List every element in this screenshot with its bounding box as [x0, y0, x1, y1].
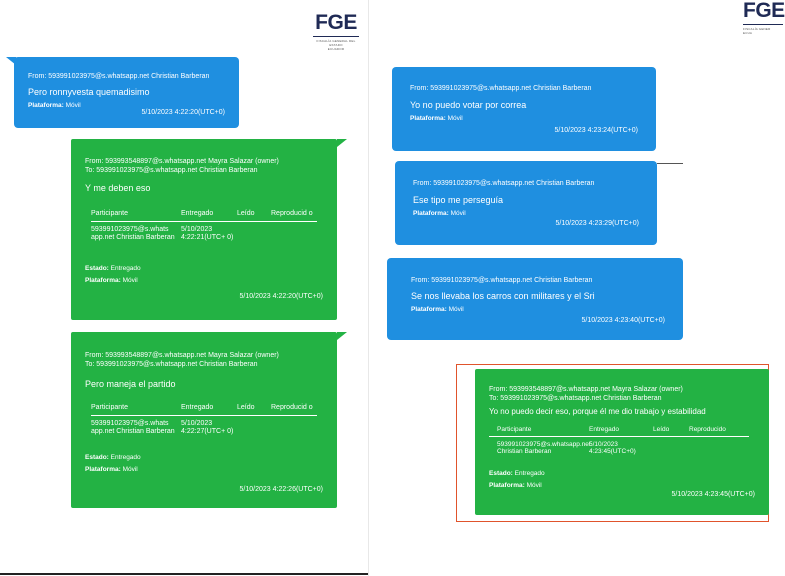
message-timestamp: 5/10/2023 4:23:24(UTC+0) [554, 127, 638, 134]
message-bubble-received [392, 67, 656, 151]
message-text: Se nos llevaba los carros con militares y el Sri [411, 291, 595, 301]
page-bottom-rule [0, 573, 368, 575]
col-entregado: Entregado [589, 426, 653, 437]
delivery-table [489, 426, 749, 455]
message-bubble-received [395, 161, 657, 245]
message-text: Yo no puedo decir eso, porque él me dio trabajo y estabilidad [489, 407, 706, 416]
col-participante: Participante [91, 210, 181, 222]
message-timestamp: 5/10/2023 4:23:45(UTC+0) [671, 491, 755, 498]
message-timestamp: 5/10/2023 4:23:29(UTC+0) [555, 220, 639, 227]
fge-logo [313, 12, 359, 51]
delivery-table [91, 404, 317, 436]
participant-value: 593991023975@s.whatsapp.net Christian Barberan [497, 441, 591, 455]
col-reproducido: Reproducido [689, 426, 749, 437]
message-text: Pero ronnyvesta quemadisimo [28, 87, 150, 97]
fge-logo-mark: FGE [315, 11, 357, 34]
message-status: Estado: Entregado [85, 454, 141, 461]
divider-line [657, 163, 683, 164]
message-text: Ese tipo me perseguía [413, 195, 504, 205]
bubble-tail [337, 139, 347, 147]
col-reproducido: Reproducid o [271, 404, 317, 416]
message-bubble-sent [475, 369, 769, 515]
message-recipient: To: 593991023975@s.whatsapp.net Christian Barberan [489, 395, 662, 402]
participant-value: 593991023975@s.whats app.net Christian Barberan [91, 226, 175, 241]
col-participante: Participante [91, 404, 181, 416]
message-timestamp: 5/10/2023 4:23:40(UTC+0) [581, 317, 665, 324]
message-platform: Plataforma: Móvil [489, 482, 542, 489]
col-reproducido: Reproducid o [271, 210, 317, 222]
fge-logo [743, 0, 783, 35]
message-sender: From: 593991023975@s.whatsapp.net Christian Barberan [28, 73, 210, 80]
message-bubble-received [14, 57, 239, 128]
message-sender: From: 593991023975@s.whatsapp.net Christian Barberan [410, 85, 592, 92]
message-sender: From: 593993548897@s.whatsapp.net Mayra Salazar (owner) [85, 158, 279, 165]
message-platform: Plataforma: Móvil [410, 115, 463, 122]
message-timestamp: 5/10/2023 4:22:26(UTC+0) [239, 486, 323, 493]
message-text: Yo no puedo votar por correa [410, 100, 527, 110]
col-participante: Participante [489, 426, 589, 437]
delivery-table [91, 210, 317, 242]
message-platform: Plataforma: Móvil [28, 102, 81, 109]
delivered-value: 5/10/2023 4:23:45(UTC+0) [589, 441, 636, 455]
document-page-right [368, 0, 785, 576]
message-platform: Plataforma: Móvil [413, 210, 466, 217]
message-status: Estado: Entregado [85, 265, 141, 272]
message-status: Estado: Entregado [489, 470, 545, 477]
fge-logo-mark: FGE [743, 0, 785, 22]
col-entregado: Entregado [181, 210, 237, 222]
message-sender: From: 593993548897@s.whatsapp.net Mayra Salazar (owner) [489, 386, 683, 393]
message-sender: From: 593991023975@s.whatsapp.net Christian Barberan [411, 277, 593, 284]
message-platform: Plataforma: Móvil [85, 277, 138, 284]
fge-logo-country: ECUADOR [327, 47, 345, 51]
message-bubble-sent [71, 139, 337, 320]
participant-value: 593991023975@s.whats app.net Christian Barberan [91, 420, 175, 435]
fge-logo-country: ECUA [743, 31, 753, 35]
message-timestamp: 5/10/2023 4:22:20(UTC+0) [141, 109, 225, 116]
message-recipient: To: 593991023975@s.whatsapp.net Christian Barberan [85, 361, 258, 368]
bubble-tail [337, 332, 347, 340]
fge-logo-subtitle: FISCALÍA GENERAL DEL ESTADO [316, 39, 356, 47]
message-bubble-sent [71, 332, 337, 508]
message-sender: From: 593991023975@s.whatsapp.net Christian Barberan [413, 180, 595, 187]
message-sender: From: 593993548897@s.whatsapp.net Mayra Salazar (owner) [85, 352, 279, 359]
message-text: Pero maneja el partido [85, 379, 176, 389]
delivered-value: 5/10/2023 4:22:27(UTC+ 0) [181, 420, 234, 435]
delivered-value: 5/10/2023 4:22:21(UTC+ 0) [181, 226, 234, 241]
fge-logo-subtitle: FISCALÍA GENER [743, 27, 771, 31]
col-entregado: Entregado [181, 404, 237, 416]
message-platform: Plataforma: Móvil [411, 306, 464, 313]
col-leido: Leído [653, 426, 689, 437]
message-recipient: To: 593991023975@s.whatsapp.net Christian Barberan [85, 167, 258, 174]
bubble-tail [6, 57, 16, 65]
message-platform: Plataforma: Móvil [85, 466, 138, 473]
col-leido: Leído [237, 404, 271, 416]
message-text: Y me deben eso [85, 183, 151, 193]
message-timestamp: 5/10/2023 4:22:20(UTC+0) [239, 293, 323, 300]
col-leido: Leído [237, 210, 271, 222]
document-page-left [0, 0, 368, 576]
message-bubble-received [387, 258, 683, 340]
